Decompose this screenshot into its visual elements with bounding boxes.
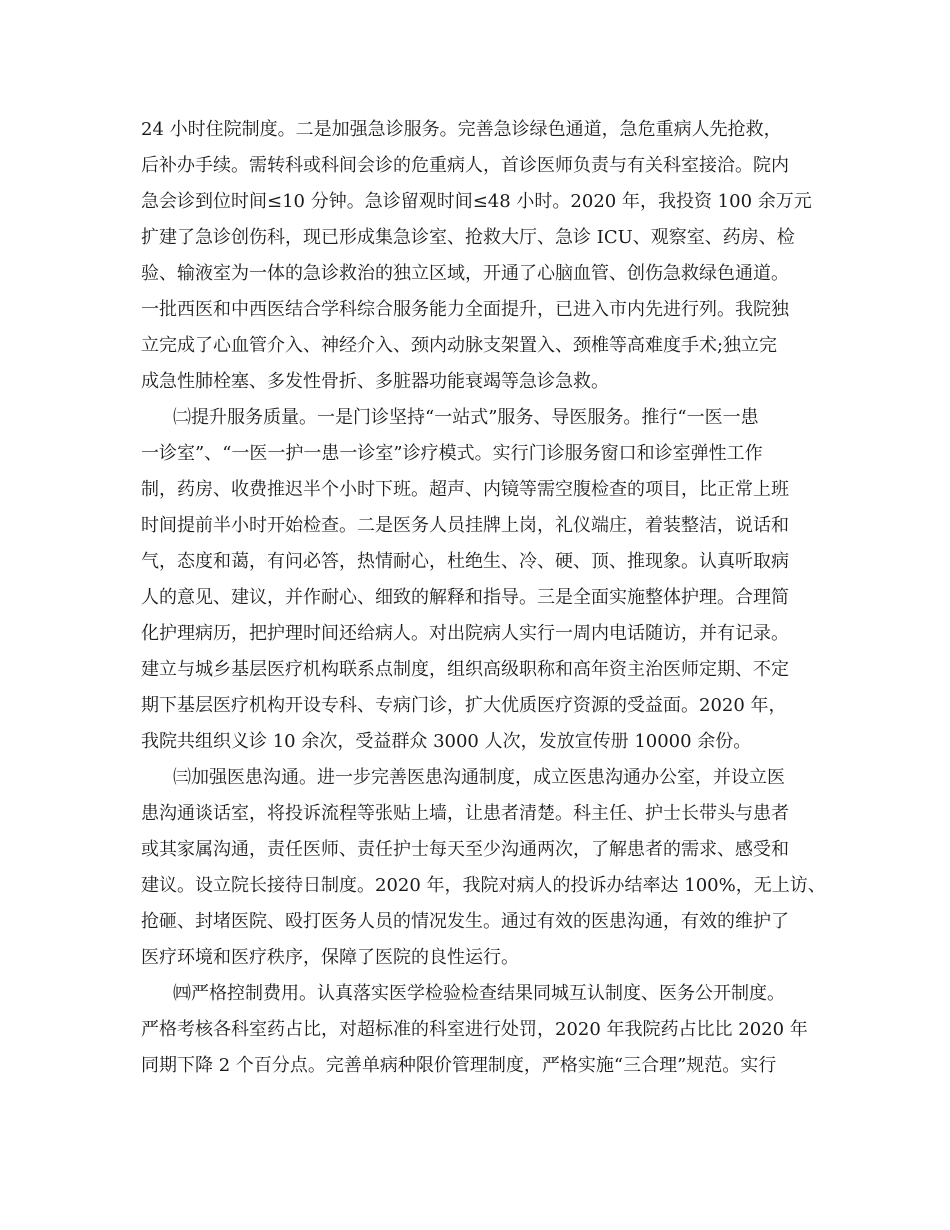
text-line: 制，药房、收费推迟半个小时下班。超声、内镜等需空腹检查的项目，比正常上班 [141,479,789,500]
text-line: 或其家属沟通，责任医师、责任护士每天至少沟通两次，了解患者的需求、感受和 [141,839,789,860]
body-text [141,112,841,1084]
text-line: 我院共组织义诊 10 余次，受益群众 3000 人次，发放宣传册 10000 余份。 [141,731,752,752]
text-line: 患沟通谈话室，将投诉流程等张贴上墙，让患者清楚。科主任、护士长带头与患者 [141,803,789,824]
text-line: 气，态度和蔼，有问必答，热情耐心，杜绝生、冷、硬、顶、推现象。认真听取病 [141,551,789,572]
text-line: 建立与城乡基层医疗机构联系点制度，组织高级职称和高年资主治医师定期、不定 [141,659,789,680]
text-line: 医疗环境和医疗秩序，保障了医院的良性运行。 [141,947,519,968]
text-line: 建议。设立院长接待日制度。2020 年，我院对病人的投诉办结率达 100%，无上访、 [141,875,826,896]
paragraph-start-line: ㈣严格控制费用。认真落实医学检验检查结果同城互认制度、医务公开制度。 [173,983,785,1004]
paragraph-start-line: ㈢加强医患沟通。进一步完善医患沟通制度，成立医患沟通办公室，并设立医 [173,767,785,788]
text-line: 人的意见、建议，并作耐心、细致的解释和指导。三是全面实施整体护理。合理简 [141,587,789,608]
text-line: 扩建了急诊创伤科，现已形成集急诊室、抢救大厅、急诊 ICU、观察室、药房、检 [141,227,795,248]
text-line: 一诊室”、“一医一护一患一诊室”诊疗模式。实行门诊服务窗口和诊室弹性工作 [141,443,763,464]
text-line: 化护理病历，把护理时间还给病人。对出院病人实行一周内电话随访，并有记录。 [141,623,789,644]
text-line: 同期下降 2 个百分点。完善单病种限价管理制度，严格实施“三合理”规范。实行 [141,1055,777,1076]
text-line: 验、输液室为一体的急诊救治的独立区域，开通了心脑血管、创伤急救绿色通道。 [141,263,789,284]
text-line: 急会诊到位时间≤10 分钟。急诊留观时间≤48 小时。2020 年，我投资 100 余万元 [141,191,812,212]
text-line: 24 小时住院制度。二是加强急诊服务。完善急诊绿色通道，急危重病人先抢救， [141,119,782,140]
text-line: 抢砸、封堵医院、殴打医务人员的情况发生。通过有效的医患沟通，有效的维护了 [141,911,789,932]
text-line: 时间提前半小时开始检查。二是医务人员挂牌上岗，礼仪端庄，着装整洁，说话和 [141,515,789,536]
text-line: 后补办手续。需转科或科间会诊的危重病人，首诊医师负责与有关科室接洽。院内 [141,155,789,176]
text-line: 立完成了心血管介入、神经介入、颈内动脉支架置入、颈椎等高难度手术;独立完 [141,335,778,356]
paragraph-start-line: ㈡提升服务质量。一是门诊坚持“一站式”服务、导医服务。推行“一医一患 [173,407,759,428]
text-line: 期下基层医疗机构开设专科、专病门诊，扩大优质医疗资源的受益面。2020 年， [141,695,787,716]
text-line: 成急性肺栓塞、多发性骨折、多脏器功能衰竭等急诊急救。 [141,371,609,392]
text-line: 一批西医和中西医结合学科综合服务能力全面提升，已进入市内先进行列。我院独 [141,299,789,320]
text-line: 严格考核各科室药占比，对超标准的科室进行处罚，2020 年我院药占比比 2020 年 [141,1019,808,1040]
